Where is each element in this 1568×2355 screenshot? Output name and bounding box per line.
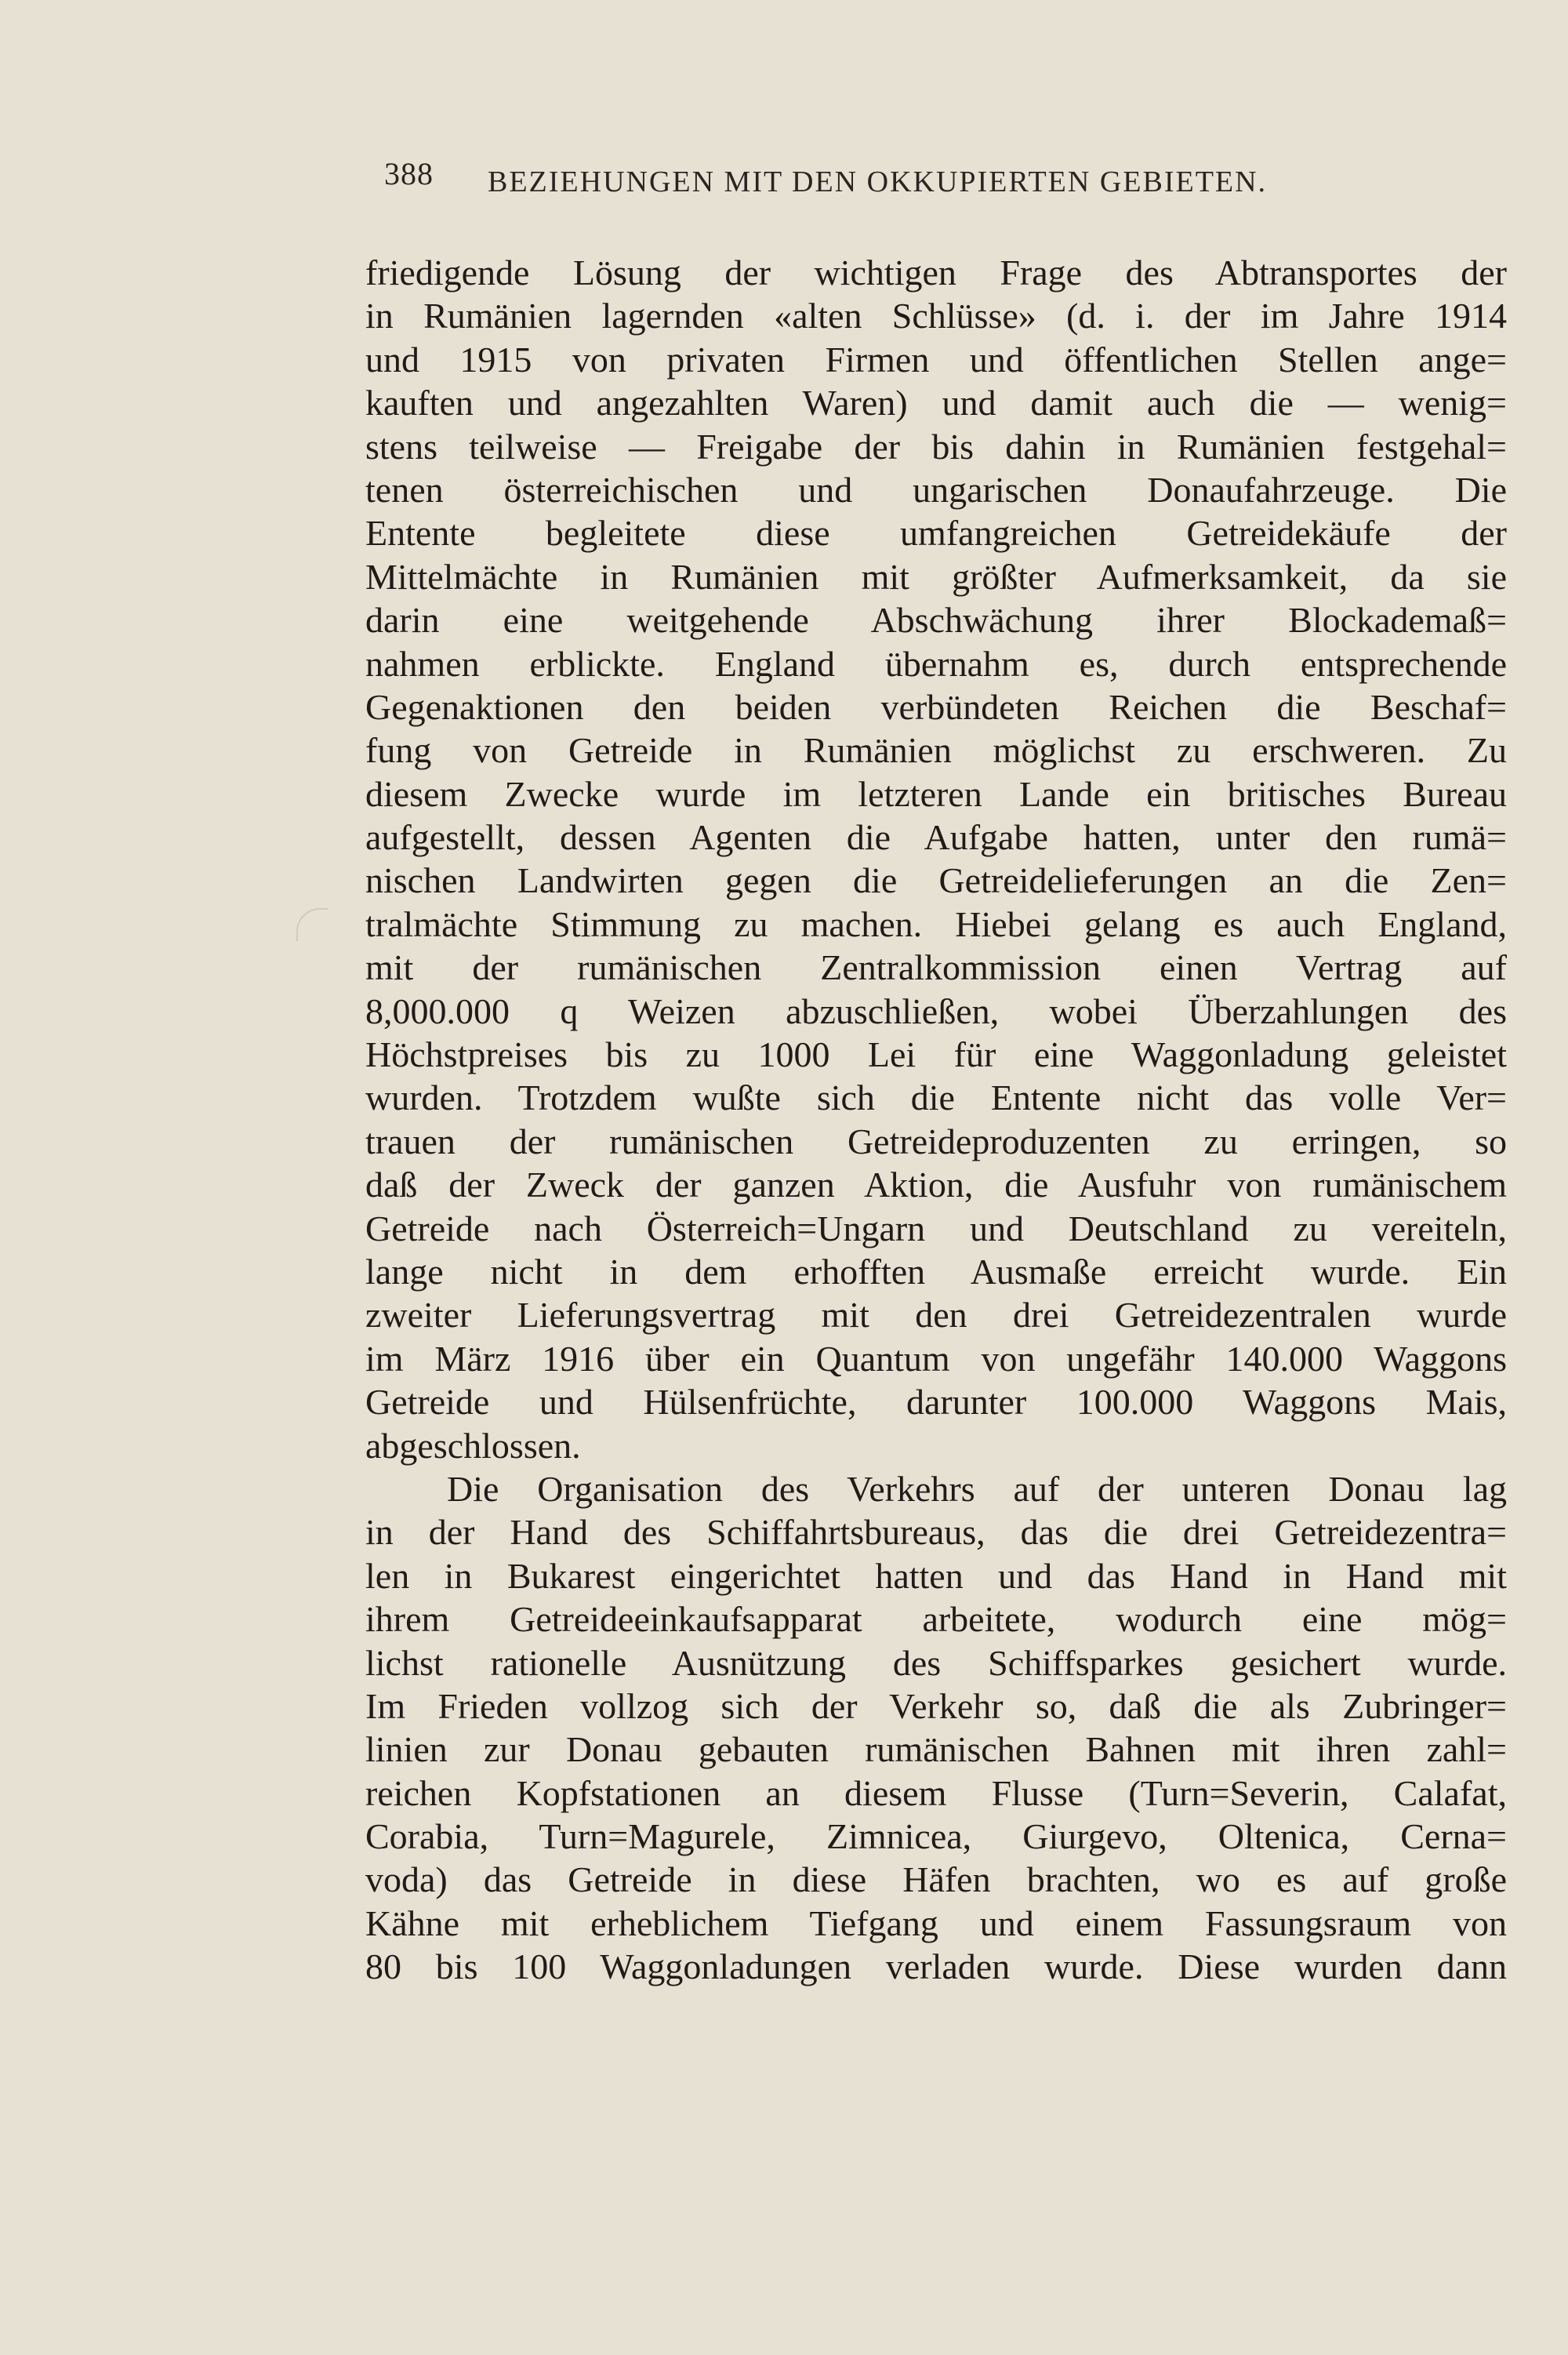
- text-line: 8,000.000 q Weizen abzuschließen, wobei Überzahlungen des: [365, 990, 1507, 1031]
- text-line: mit der rumänischen Zentralkommission einen Vertrag auf: [365, 947, 1507, 988]
- text-line: in der Hand des Schiffahrtsbureaus, das die drei Getreidezentra=: [365, 1512, 1507, 1553]
- text-line: aufgestellt, dessen Agenten die Aufgabe hatten, unter den rumä=: [365, 817, 1507, 858]
- text-line: darin eine weitgehende Abschwächung ihrer Blockademaß=: [365, 600, 1507, 641]
- text-line: trauen der rumänischen Getreideproduzenten zu erringen, so: [365, 1121, 1507, 1161]
- text-line: Getreide und Hülsenfrüchte, darunter 100.000 Waggons Mais,: [365, 1382, 1507, 1423]
- text-line: linien zur Donau gebauten rumänischen Bahnen mit ihren zahl=: [365, 1729, 1507, 1770]
- page-number: 388: [384, 156, 434, 191]
- text-line: lichst rationelle Ausnützung des Schiffsparkes gesichert wurde.: [365, 1642, 1507, 1683]
- running-title: BEZIEHUNGEN MIT DEN OKKUPIERTEN GEBIETEN.: [488, 165, 1268, 198]
- text-line: und 1915 von privaten Firmen und öffentlichen Stellen ange=: [365, 339, 1507, 380]
- text-line: friedigende Lösung der wichtigen Frage des Abtransportes der: [365, 253, 1507, 293]
- text-line: Die Organisation des Verkehrs auf der unteren Donau lag: [447, 1468, 1507, 1509]
- text-line: Kähne mit erheblichem Tiefgang und einem Fassungsraum von: [365, 1903, 1507, 1943]
- text-line: zweiter Lieferungsvertrag mit den drei Getreidezentralen wurde: [365, 1295, 1507, 1336]
- text-line: fung von Getreide in Rumänien möglichst zu erschweren. Zu: [365, 730, 1507, 771]
- text-line: Höchstpreises bis zu 1000 Lei für eine Waggonladung geleistet: [365, 1034, 1507, 1075]
- paragraph-1: [365, 251, 1507, 1467]
- text-line: diesem Zwecke wurde im letzteren Lande ein britisches Bureau: [365, 773, 1507, 814]
- text-line: Getreide nach Österreich=Ungarn und Deutschland zu vereiteln,: [365, 1208, 1507, 1248]
- text-line: Entente begleitete diese umfangreichen Getreidekäufe der: [365, 513, 1507, 554]
- text-line: Mittelmächte in Rumänien mit größter Aufmerksamkeit, da sie: [365, 556, 1507, 597]
- text-line: Im Frieden vollzog sich der Verkehr so, daß die als Zubringer=: [365, 1685, 1507, 1726]
- text-line: ihrem Getreideeinkaufsapparat arbeitete, wodurch eine mög=: [365, 1599, 1507, 1640]
- text-line: nischen Landwirten gegen die Getreidelieferungen an die Zen=: [365, 860, 1507, 901]
- page-header: [384, 155, 1403, 202]
- text-line: in Rumänien lagernden «alten Schlüsse» (d. i. der im Jahre 1914: [365, 296, 1507, 336]
- text-line: nahmen erblickte. England übernahm es, durch entsprechende: [365, 643, 1507, 684]
- text-line: voda) das Getreide in diese Häfen brachten, wo es auf große: [365, 1859, 1507, 1900]
- text-line: abgeschlossen.: [365, 1425, 581, 1466]
- text-line: stens teilweise — Freigabe der bis dahin in Rumänien festgehal=: [365, 426, 1507, 467]
- text-line: tenen österreichischen und ungarischen Donaufahrzeuge. Die: [365, 469, 1507, 510]
- text-line: tralmächte Stimmung zu machen. Hiebei gelang es auch England,: [365, 903, 1507, 944]
- body-text: [365, 251, 1507, 1989]
- paragraph-2: [365, 1467, 1507, 1989]
- margin-pencil-mark: [296, 908, 328, 941]
- text-line: reichen Kopfstationen an diesem Flusse (Turn=Severin, Calafat,: [365, 1772, 1507, 1813]
- text-line: 80 bis 100 Waggonladungen verladen wurde. Diese wurden dann: [365, 1946, 1507, 1987]
- text-line: Corabia, Turn=Magurele, Zimnicea, Giurgevo, Oltenica, Cerna=: [365, 1816, 1507, 1857]
- text-line: daß der Zweck der ganzen Aktion, die Ausfuhr von rumänischem: [365, 1165, 1507, 1205]
- text-line: wurden. Trotzdem wußte sich die Entente nicht das volle Ver=: [365, 1078, 1507, 1118]
- text-line: len in Bukarest eingerichtet hatten und das Hand in Hand mit: [365, 1555, 1507, 1596]
- text-line: lange nicht in dem erhofften Ausmaße erreicht wurde. Ein: [365, 1251, 1507, 1292]
- text-line: im März 1916 über ein Quantum von ungefähr 140.000 Waggons: [365, 1338, 1507, 1379]
- text-line: kauften und angezahlten Waren) und damit auch die — wenig=: [365, 383, 1507, 423]
- text-line: Gegenaktionen den beiden verbündeten Reichen die Beschaf=: [365, 686, 1507, 727]
